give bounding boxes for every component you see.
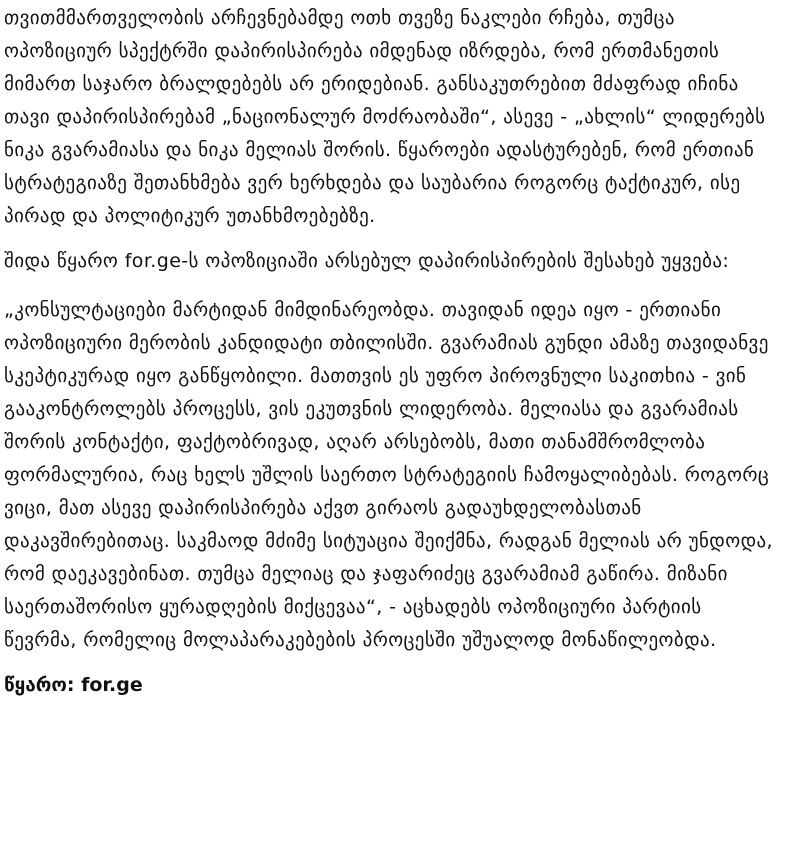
article-paragraph-intro: თვითმმართველობის არჩევნებამდე ოთხ თვეზე ნაკლები რჩება, თუმცა ოპოზიციურ სპექტრში დაპირისპირება იმდენად იზრდება, რომ ერთმანეთის მიმართ საჯარო ბრალდებებს არ ერიდებიან. განსაკუთრებით მძაფრად იჩინა თავი დაპირისპირებამ „ნაციონალურ მოძრაობაში“, ასევე - „ახლის“ ლიდერებს ნიკა გვარამიასა და ნიკა მელიას შორის. წყაროები ადასტურებენ, რომ ერთიან სტრატეგიაზე შეთანხმება ვერ ხერხდება და საუბარია როგორც ტაქტიკურ, ისე პირად და პოლიტიკურ უთანხმოებებზე. xyxy=(4,7,766,227)
article-source-credit: წყარო: for.ge xyxy=(4,674,143,696)
article-body xyxy=(4,0,780,702)
article-quote: „კონსულტაციები მარტიდან მიმდინარეობდა. თავიდან იდეა იყო - ერთიანი ოპოზიციური მერობის კანდიდატი თბილისში. გვარამიას გუნდი ამაზე თავიდანვე სკეპტიკურად იყო განწყობილი. მათთვის ეს უფრო პიროვნული საკითხია - ვინ გააკონტროლებს პროცესს, ვის ეკუთვნის ლიდერობა. მელიასა და გვარამიას შორის კონტაქტი, ფაქტობრივად, აღარ არსებობს, მათი თანამშრომლობა ფორმალურია, რაც ხელს უშლის საერთო სტრატეგიის ჩამოყალიბებას. როგორც ვიცი, მათ ასევე დაპირისპირება აქვთ გირაოს გადაუხდელობასთან დაკავშირებითაც. საკმაოდ მძიმე სიტუაცია შეიქმნა, რადგან მელიას არ უნდოდა, რომ დაეკავებინათ. თუმცა მელიაც და ჯაფარიძეც გვარამიამ გაწირა. მიზანი საერთაშორისო ყურადღების მიქცევაა“, - აცხადებს ოპოზიციური პარტიის წევრმა, რომელიც მოლაპარაკებების პროცესში უშუალოდ მონაწილეობდა. xyxy=(4,299,774,651)
article-paragraph-source-intro: შიდა წყარო for.ge-ს ოპოზიციაში არსებულ დაპირისპირების შესახებ უყვება: xyxy=(4,250,730,272)
